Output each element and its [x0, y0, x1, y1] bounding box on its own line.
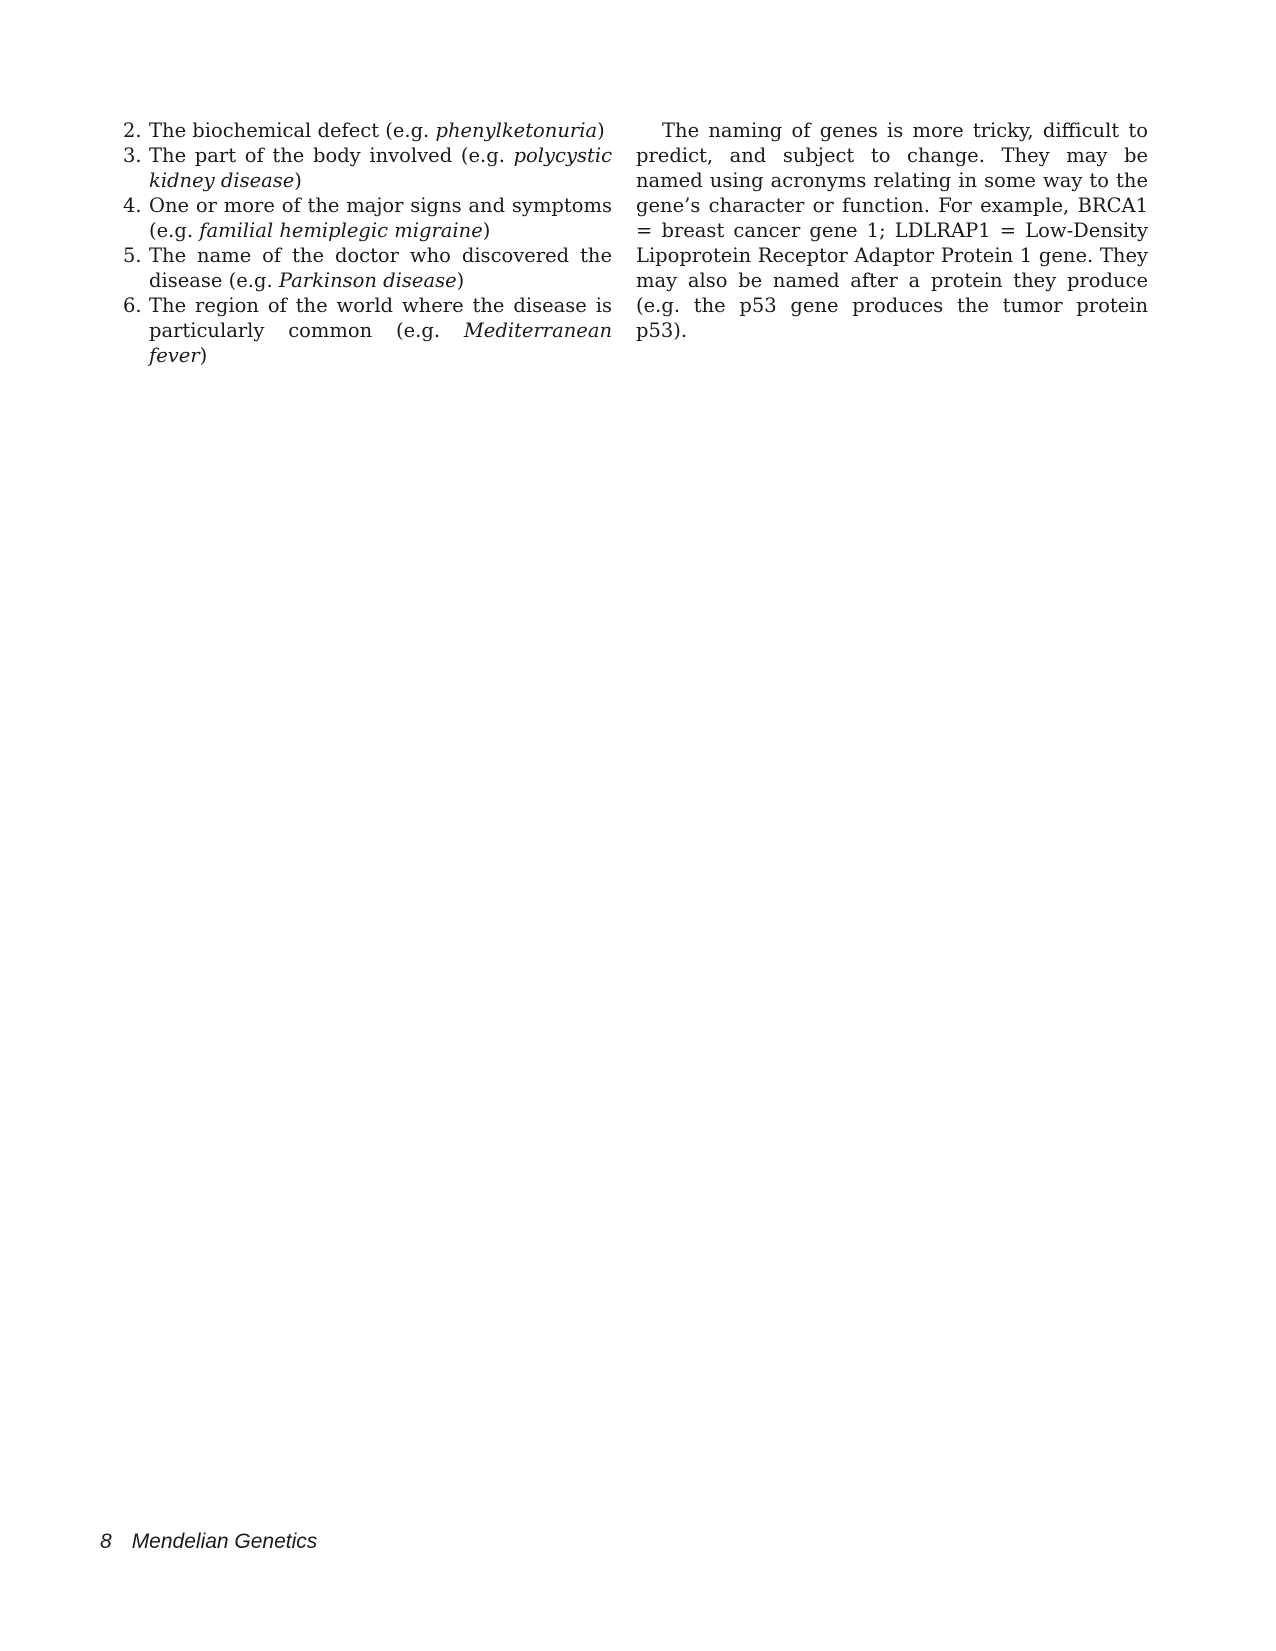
list-text: The part of the body involved (e.g. — [149, 144, 514, 167]
list-text: The region of the world where the disease is particularly common (e.g. — [149, 294, 612, 342]
list-number: 3. — [123, 144, 142, 167]
left-column — [118, 118, 612, 368]
list-item — [118, 243, 612, 293]
list-example: polycystic kidney disease — [149, 144, 612, 192]
list-example: phenylketonuria — [435, 119, 598, 142]
page-number: 8 — [100, 1530, 112, 1553]
list-text: One or more of the major signs and symptoms (e.g. — [149, 194, 612, 242]
disease-naming-list — [118, 118, 612, 368]
list-text: The name of the doctor who discovered the disease (e.g. — [149, 244, 612, 292]
list-number: 2. — [123, 119, 142, 142]
running-title: Mendelian Genetics — [131, 1530, 318, 1553]
gene-naming-paragraph: The naming of genes is more tricky, difficult to predict, and subject to change. They may be named using acronyms relating in some way to the gene’s character or function. For example, BRCA1 = breast cancer gene 1; LDLRAP1 = Low-Density Lipoprotein Receptor Adaptor Protein 1 gene. They may also be named after a protein they produce (e.g. the p53 gene produces the tumor protein p53). — [636, 119, 1148, 342]
list-text-after: ) — [199, 344, 208, 367]
list-item — [118, 293, 612, 368]
list-example: Parkinson disease — [278, 269, 457, 292]
list-text: The biochemical defect (e.g. — [149, 119, 436, 142]
list-text-after: ) — [482, 219, 491, 242]
page-footer — [100, 1530, 317, 1554]
list-number: 4. — [123, 194, 142, 217]
list-text-after: ) — [294, 169, 302, 192]
list-number: 6. — [123, 294, 142, 317]
list-item — [118, 143, 612, 193]
list-number: 5. — [123, 244, 142, 267]
list-example: Mediterranean fever — [149, 319, 612, 367]
list-item — [118, 118, 612, 143]
list-text-after: ) — [456, 269, 465, 292]
list-text-after: ) — [597, 119, 605, 142]
list-item — [118, 193, 612, 243]
list-example: familial hemiplegic migraine — [199, 219, 483, 242]
right-column — [636, 118, 1148, 343]
